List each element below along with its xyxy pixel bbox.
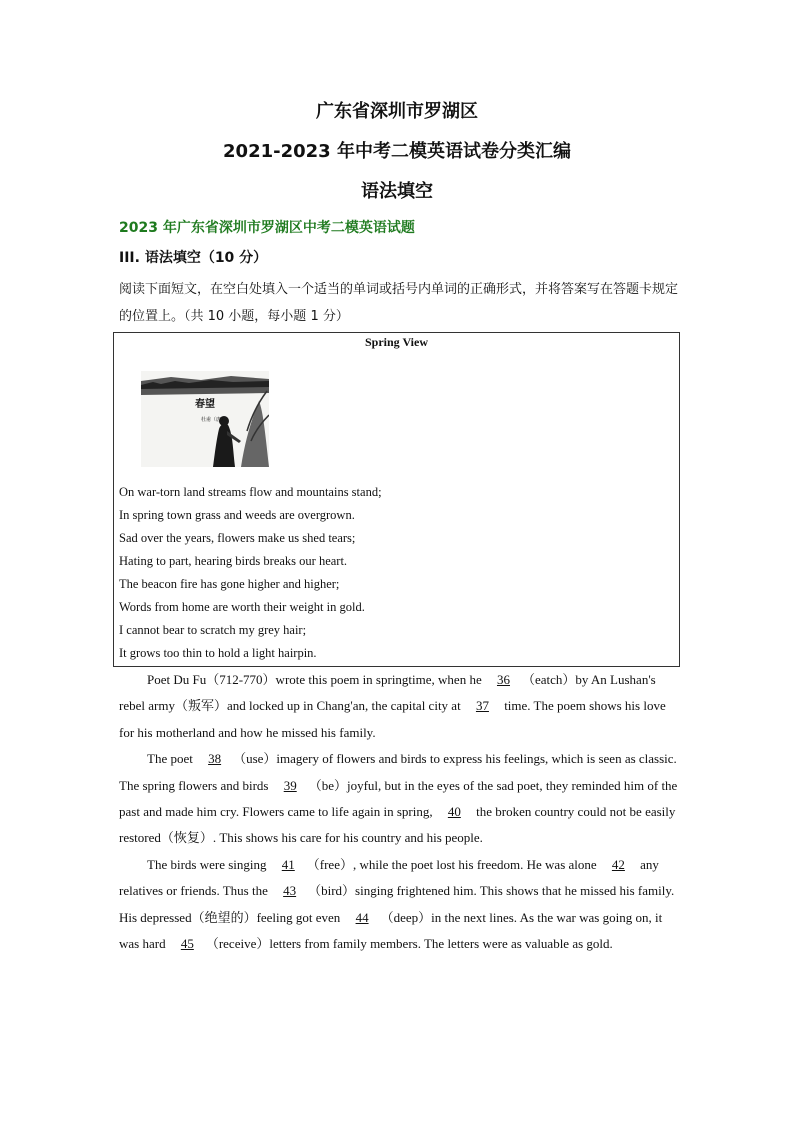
answer-blank-40[interactable]: 40 xyxy=(447,804,461,820)
passage-text: （be）joyful, but in the eyes of the sad poet, they reminded him of the past and made him cry. Flowers came to life again in spring, xyxy=(119,777,678,820)
passage-text: （free）, while the poet lost his freedom. He was alone xyxy=(306,856,600,872)
passage xyxy=(119,667,679,957)
passage-text: （receive）letters from family members. The letters were as valuable as gold. xyxy=(205,936,613,952)
passage-text: （eatch）by An Lushan's rebel army（叛军）and locked up in Chang'an, the capital city at xyxy=(119,672,656,714)
passage-text: the broken country could not be easily restored（恢复）. This shows his care for his country and his people. xyxy=(119,804,676,846)
passage-text: The birds were singing xyxy=(147,856,270,872)
poem-line: Words from home are worth their weight in gold. xyxy=(119,600,365,614)
poem-line: The beacon fire has gone higher and higher; xyxy=(119,577,340,591)
poem-line: On war-torn land streams flow and mountains stand; xyxy=(119,485,382,499)
poem-line: It grows too thin to hold a light hairpin. xyxy=(119,646,317,660)
passage-text: time. The poem shows his love for his motherland and how he missed his family. xyxy=(119,698,666,740)
answer-blank-42[interactable]: 42 xyxy=(611,856,625,872)
poem-line: Hating to part, hearing birds breaks our heart. xyxy=(119,554,348,568)
poem-box xyxy=(113,332,680,667)
answer-blank-36[interactable]: 36 xyxy=(496,672,510,687)
passage-paragraph-1 xyxy=(119,667,679,746)
poem-lines xyxy=(119,481,382,665)
poem-line: In spring town grass and weeds are overgrown. xyxy=(119,508,355,522)
exam-section-heading: 2023 年广东省深圳市罗湖区中考二模英语试题 xyxy=(119,220,415,236)
part-heading: III. 语法填空（10 分） xyxy=(119,250,268,266)
passage-text: （use）imagery of flowers and birds to express his feelings, which is seen as classic. The spring flowers and birds xyxy=(119,751,677,793)
poem-illustration xyxy=(141,371,269,467)
answer-blank-43[interactable]: 43 xyxy=(283,883,297,899)
answer-blank-38[interactable]: 38 xyxy=(208,751,222,767)
passage-text: （deep）in the next lines. As the war was going on, it was hard xyxy=(119,909,663,952)
passage-text: The poet xyxy=(147,751,197,767)
passage-text: any relatives or friends. Thus the xyxy=(119,856,659,899)
answer-blank-44[interactable]: 44 xyxy=(355,909,369,925)
illustration-title: 春望 xyxy=(195,399,215,410)
doc-title-series: 2021-2023 年中考二模英语试卷分类汇编 xyxy=(223,141,571,162)
poem-line: I cannot bear to scratch my grey hair; xyxy=(119,623,307,637)
answer-blank-41[interactable]: 41 xyxy=(281,856,295,872)
answer-blank-45[interactable]: 45 xyxy=(180,936,194,952)
passage-paragraph-3 xyxy=(119,852,679,958)
illustration-author: 杜甫（唐） xyxy=(201,417,227,423)
answer-blank-37[interactable]: 37 xyxy=(475,698,489,714)
poem-line: Sad over the years, flowers make us shed tears; xyxy=(119,531,356,545)
passage-text: Poet Du Fu（712-770）wrote this poem in springtime, when he xyxy=(147,672,485,687)
doc-title-topic: 语法填空 xyxy=(361,181,433,202)
passage-paragraph-2 xyxy=(119,746,679,852)
passage-text: （bird）singing frightened him. This shows that he missed his family. His depressed（绝望的）feeling got even xyxy=(119,883,675,925)
poem-title: Spring View xyxy=(364,335,428,349)
doc-title-region: 广东省深圳市罗湖区 xyxy=(316,101,478,122)
instructions: 阅读下面短文，在空白处填入一个适当的单词或括号内单词的正确形式，并将答案写在答题卡规定的位置上。（共 10 小题，每小题 1 分） xyxy=(119,282,679,324)
answer-blank-39[interactable]: 39 xyxy=(283,777,297,793)
